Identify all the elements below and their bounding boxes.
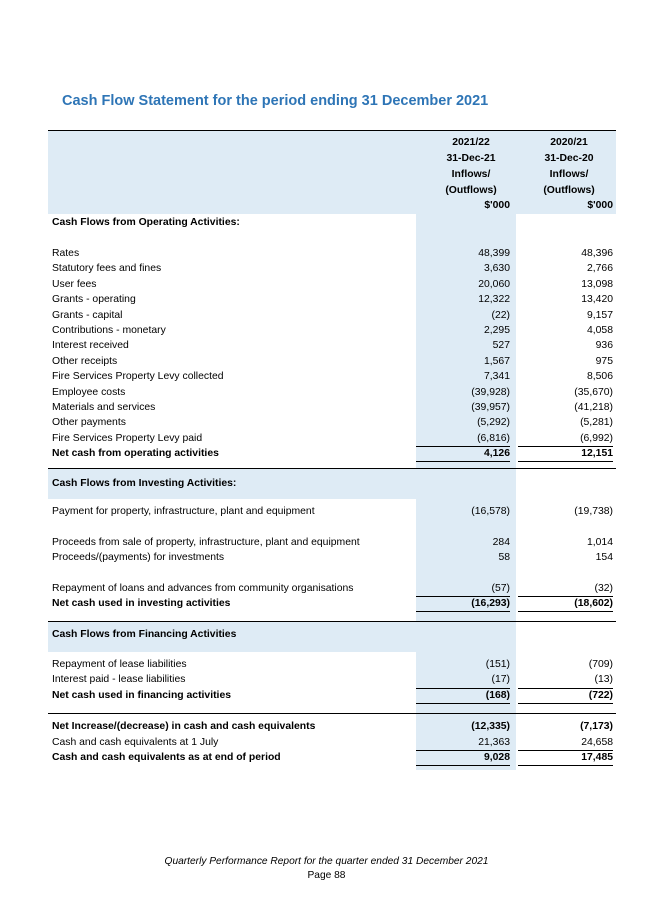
financing-top-rule bbox=[48, 621, 616, 622]
summary-row3-v2: 17,485 bbox=[581, 752, 613, 763]
column-header bbox=[48, 130, 616, 210]
operating-row-v1: (5,292) bbox=[477, 417, 510, 429]
financing-row1-v2: (709) bbox=[588, 659, 613, 670]
operating-row-label: Contributions - monetary bbox=[52, 324, 166, 336]
investing-row3-v2: 154 bbox=[595, 552, 613, 563]
investing-row bbox=[48, 581, 616, 596]
investing-row4-v1: (57) bbox=[491, 583, 510, 594]
operating-row-v2: (6,992) bbox=[580, 432, 613, 444]
operating-row bbox=[48, 338, 616, 353]
operating-row bbox=[48, 261, 616, 276]
financing-row1-v1: (151) bbox=[485, 659, 510, 670]
operating-heading-label: Cash Flows from Operating Activities: bbox=[52, 217, 240, 228]
investing-top-rule bbox=[48, 468, 616, 469]
summary-total-underline-1b bbox=[416, 765, 510, 766]
col1-outflows: (Outflows) bbox=[445, 185, 497, 196]
investing-row4-label: Repayment of loans and advances from community organisations bbox=[52, 583, 354, 594]
summary-top-rule bbox=[48, 713, 616, 714]
operating-row-v1: 12,322 bbox=[478, 294, 510, 306]
investing-heading bbox=[48, 476, 616, 491]
operating-row-v1: 20,060 bbox=[478, 278, 510, 290]
operating-rows bbox=[48, 246, 616, 446]
operating-row bbox=[48, 431, 616, 446]
operating-row-v1: (22) bbox=[491, 309, 510, 321]
operating-total-underline-1 bbox=[416, 446, 510, 447]
cash-flow-table bbox=[48, 130, 616, 763]
operating-row-v2: 8,506 bbox=[586, 371, 613, 383]
operating-row-v1: 2,295 bbox=[483, 324, 510, 336]
operating-row-v2: 13,420 bbox=[581, 294, 613, 306]
col2-year: 2020/21 bbox=[550, 137, 588, 148]
operating-row-label: User fees bbox=[52, 278, 97, 290]
investing-row2-label: Proceeds from sale of property, infrastructure, plant and equipment bbox=[52, 537, 360, 548]
summary-row3-v1: 9,028 bbox=[483, 752, 510, 763]
operating-row-v2: (5,281) bbox=[580, 417, 613, 429]
investing-total-underline-2b bbox=[518, 611, 613, 612]
summary-row3-label: Cash and cash equivalents as at end of period bbox=[52, 752, 281, 763]
investing-row bbox=[48, 550, 616, 565]
col1-unit: $'000 bbox=[484, 200, 510, 211]
financing-total-row bbox=[48, 688, 616, 703]
col1-inflows: Inflows/ bbox=[451, 169, 491, 180]
operating-row bbox=[48, 246, 616, 261]
operating-total-label: Net cash from operating activities bbox=[52, 448, 219, 459]
financing-row2-v1: (17) bbox=[491, 674, 510, 685]
col1-date: 31-Dec-21 bbox=[446, 153, 496, 164]
operating-row-label: Materials and services bbox=[52, 401, 156, 413]
operating-row-v1: (39,928) bbox=[471, 386, 510, 398]
operating-row-v1: 48,399 bbox=[478, 248, 510, 259]
operating-row bbox=[48, 400, 616, 415]
investing-row1-v2: (19,738) bbox=[574, 506, 613, 517]
summary-row2-label: Cash and cash equivalents at 1 July bbox=[52, 737, 219, 748]
financing-total-underline-2b bbox=[518, 703, 613, 704]
financing-row2-v2: (13) bbox=[594, 674, 613, 685]
summary-total-underline-2b bbox=[518, 765, 613, 766]
financing-heading-label: Cash Flows from Financing Activities bbox=[52, 629, 237, 640]
operating-row bbox=[48, 277, 616, 292]
footer-report-title: Quarterly Performance Report for the quarter ended 31 December 2021 bbox=[164, 856, 489, 867]
operating-heading bbox=[48, 215, 616, 230]
col1-year: 2021/22 bbox=[452, 137, 490, 148]
operating-row-label: Employee costs bbox=[52, 386, 126, 398]
operating-row bbox=[48, 323, 616, 338]
investing-total-row bbox=[48, 596, 616, 611]
operating-row bbox=[48, 385, 616, 400]
col2-header bbox=[522, 135, 616, 199]
operating-row-label: Statutory fees and fines bbox=[52, 263, 162, 275]
col1-header bbox=[424, 135, 518, 199]
summary-total-underline-1 bbox=[416, 750, 510, 751]
col2-unit: $'000 bbox=[587, 200, 613, 211]
financing-row bbox=[48, 672, 616, 687]
summary-row bbox=[48, 719, 616, 734]
operating-total-underline-2 bbox=[518, 446, 613, 447]
investing-total-underline-2 bbox=[518, 596, 613, 597]
operating-row-v2: (41,218) bbox=[574, 401, 613, 413]
operating-total-underline-2b bbox=[518, 461, 613, 462]
investing-row1-v1: (16,578) bbox=[471, 506, 510, 517]
operating-row-v1: (39,957) bbox=[471, 401, 510, 413]
summary-row1-v1: (12,335) bbox=[471, 721, 510, 732]
financing-row bbox=[48, 657, 616, 672]
operating-row-v2: 4,058 bbox=[586, 324, 613, 336]
operating-total-v2: 12,151 bbox=[581, 448, 613, 459]
financing-total-label: Net cash used in financing activities bbox=[52, 690, 232, 701]
operating-row-label: Fire Services Property Levy paid bbox=[52, 432, 203, 444]
investing-row bbox=[48, 504, 616, 519]
investing-total-v1: (16,293) bbox=[471, 598, 510, 609]
operating-row-label: Grants - operating bbox=[52, 294, 136, 306]
operating-row-v2: 975 bbox=[595, 355, 613, 367]
operating-row-v1: (6,816) bbox=[477, 432, 510, 444]
operating-total-row bbox=[48, 446, 616, 461]
financing-total-underline-1b bbox=[416, 703, 510, 704]
investing-row3-v1: 58 bbox=[498, 552, 510, 563]
investing-heading-label: Cash Flows from Investing Activities: bbox=[52, 478, 237, 489]
summary-row2-v2: 24,658 bbox=[581, 737, 613, 748]
operating-row-label: Interest received bbox=[52, 340, 129, 352]
col2-date: 31-Dec-20 bbox=[544, 153, 594, 164]
summary-total-underline-2 bbox=[518, 750, 613, 751]
financing-heading bbox=[48, 627, 616, 642]
summary-row2-v1: 21,363 bbox=[478, 737, 510, 748]
operating-row-v1: 7,341 bbox=[483, 371, 510, 383]
financing-total-v2: (722) bbox=[588, 690, 613, 701]
operating-total-v1: 4,126 bbox=[483, 448, 510, 459]
operating-row-v2: 2,766 bbox=[586, 263, 613, 275]
operating-row bbox=[48, 292, 616, 307]
operating-row-label: Rates bbox=[52, 248, 80, 259]
col2-inflows: Inflows/ bbox=[549, 169, 589, 180]
financing-total-underline-1 bbox=[416, 688, 510, 689]
operating-row bbox=[48, 308, 616, 323]
summary-row1-v2: (7,173) bbox=[580, 721, 613, 732]
operating-row-label: Grants - capital bbox=[52, 309, 123, 321]
financing-row1-label: Repayment of lease liabilities bbox=[52, 659, 187, 670]
investing-total-underline-1 bbox=[416, 596, 510, 597]
investing-total-label: Net cash used in investing activities bbox=[52, 598, 231, 609]
page-footer bbox=[0, 855, 653, 883]
financing-total-underline-2 bbox=[518, 688, 613, 689]
operating-row bbox=[48, 415, 616, 430]
page-title: Cash Flow Statement for the period ending 31 December 2021 bbox=[62, 93, 489, 109]
operating-row-label: Fire Services Property Levy collected bbox=[52, 371, 224, 383]
operating-row bbox=[48, 354, 616, 369]
operating-total-underline-1b bbox=[416, 461, 510, 462]
footer-page-number: Page 88 bbox=[307, 870, 346, 881]
operating-row bbox=[48, 369, 616, 384]
financing-row2-label: Interest paid - lease liabilities bbox=[52, 674, 186, 685]
operating-row-v1: 1,567 bbox=[483, 355, 510, 367]
summary-row bbox=[48, 735, 616, 750]
summary-row1-label: Net Increase/(decrease) in cash and cash equivalents bbox=[52, 721, 316, 732]
operating-row-v2: 936 bbox=[595, 340, 613, 352]
investing-total-underline-1b bbox=[416, 611, 510, 612]
investing-row2-v1: 284 bbox=[492, 537, 510, 548]
operating-row-v2: 9,157 bbox=[586, 309, 613, 321]
investing-total-v2: (18,602) bbox=[574, 598, 613, 609]
operating-row-v2: (35,670) bbox=[574, 386, 613, 398]
investing-row1-label: Payment for property, infrastructure, plant and equipment bbox=[52, 506, 315, 517]
operating-row-v2: 13,098 bbox=[581, 278, 613, 290]
investing-row2-v2: 1,014 bbox=[586, 537, 613, 548]
operating-row-v1: 527 bbox=[492, 340, 510, 352]
col2-outflows: (Outflows) bbox=[543, 185, 595, 196]
operating-row-v2: 48,396 bbox=[581, 248, 613, 259]
investing-row bbox=[48, 535, 616, 550]
operating-row-label: Other payments bbox=[52, 417, 126, 429]
operating-row-label: Other receipts bbox=[52, 355, 118, 367]
financing-total-v1: (168) bbox=[485, 690, 510, 701]
operating-row-v1: 3,630 bbox=[483, 263, 510, 275]
summary-row bbox=[48, 750, 616, 765]
investing-row3-label: Proceeds/(payments) for investments bbox=[52, 552, 225, 563]
investing-row4-v2: (32) bbox=[594, 583, 613, 594]
